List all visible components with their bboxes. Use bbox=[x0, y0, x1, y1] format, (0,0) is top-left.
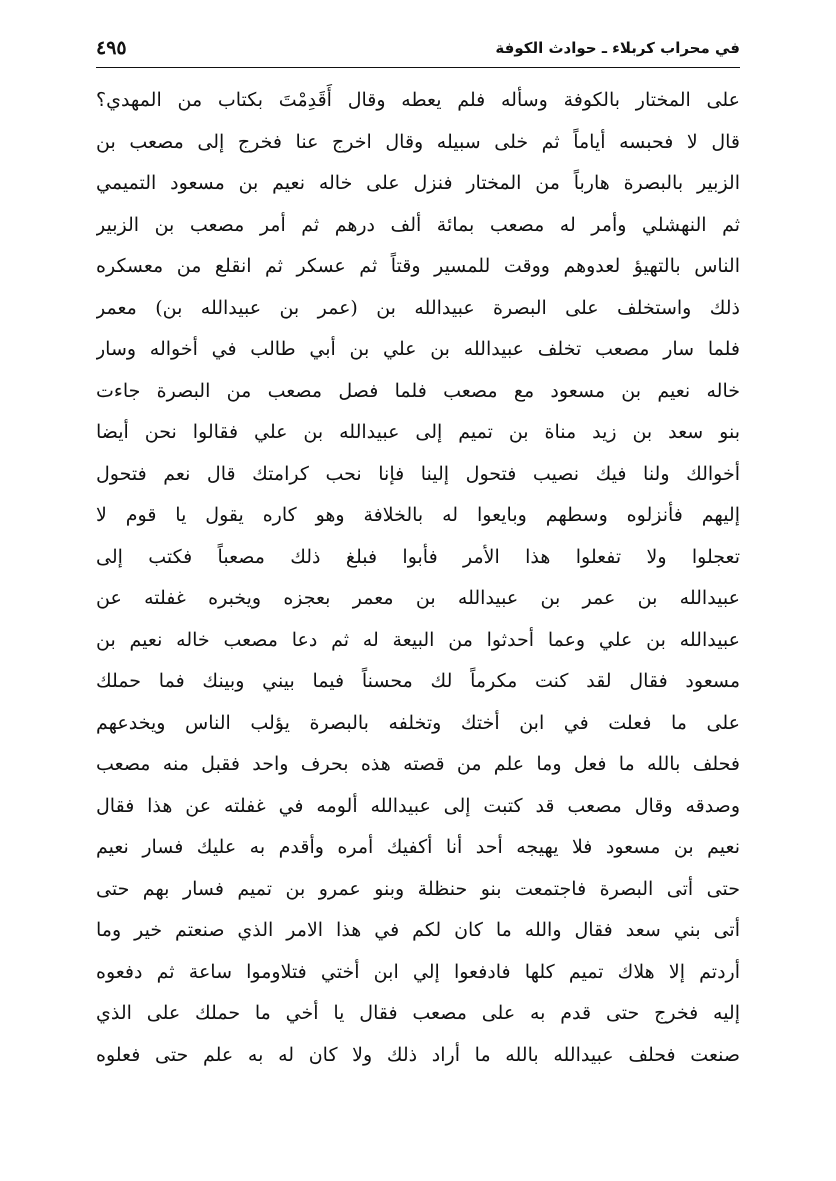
page-header bbox=[96, 34, 740, 62]
text-line: الناس بالتهيؤ لعدوهم ووقت للمسير وقتاً ثم عسكر ثم انقلع من معسكره bbox=[96, 255, 740, 277]
text-line: الزبير بالبصرة هارباً من المختار فنزل على خاله نعيم بن مسعود التميمي bbox=[96, 172, 740, 194]
text-line: فحلف بالله ما فعل وما علم من قصته هذه بحرف واحد فقبل منه مصعب bbox=[96, 753, 740, 775]
text-line: خاله نعيم بن مسعود مع مصعب فلما فصل مصعب من البصرة جاءت bbox=[96, 379, 740, 402]
text-line: وصدقه وقال مصعب قد كتبت إلى عبيدالله ألومه في غفلته عن هذا فقال bbox=[96, 794, 740, 817]
running-title: في محراب كربلاء ـ حوادث الكوفة bbox=[495, 39, 740, 57]
text-line: أردتم إلا هلاك تميم كلها فادفعوا إلي ابن أختي فتلاوموا ساعة ثم دفعوه bbox=[96, 960, 740, 983]
text-line: نعيم بن مسعود فلا يهيجه أحد أنا أكفيك أمره وأقدم به عليك فسار نعيم bbox=[96, 836, 740, 858]
text-line: أخوالك ولنا فيك نصيب فتحول إلينا فإنا نحب كرامتك قال نعم فتحول bbox=[96, 462, 740, 485]
header-rule bbox=[96, 67, 740, 68]
text-line: عبيدالله بن علي وعما أحدثوا من البيعة له ثم دعا مصعب خاله نعيم بن bbox=[96, 628, 740, 651]
text-line: ذلك واستخلف على البصرة عبيدالله بن (عمر بن عبيدالله بن) معمر bbox=[96, 296, 740, 319]
text-line: على ما فعلت في ابن أختك وتخلفه بالبصرة يؤلب الناس ويخدعهم bbox=[96, 711, 740, 734]
text-line: حتى أتى البصرة فاجتمعت بنو حنظلة وبنو عمرو بن تميم فسار بهم حتى bbox=[96, 877, 740, 900]
body-text bbox=[96, 80, 740, 1076]
page-number: ٤٩٥ bbox=[96, 37, 127, 59]
text-line: فلما سار مصعب تخلف عبيدالله بن علي بن أبي طالب في أخواله وسار bbox=[96, 338, 740, 360]
text-line: بنو سعد بن زيد مناة بن تميم إلى عبيدالله بن علي فقالوا نحن أيضا bbox=[96, 421, 740, 443]
text-line: ثم النهشلي وأمر له مصعب بمائة ألف درهم ثم أمر مصعب بن الزبير bbox=[96, 213, 740, 236]
text-line: مسعود فقال لقد كنت مكرماً لك محسناً فيما بيني وبينك فما حملك bbox=[96, 670, 740, 692]
text-line: عبيدالله بن عمر بن عبيدالله بن معمر بعجزه ويخبره غفلته عن bbox=[96, 587, 740, 609]
text-line: صنعت فحلف عبيدالله بالله ما أراد ذلك ولا كان له به علم حتى فعلوه bbox=[96, 1043, 740, 1066]
text-line: قال لا فحبسه أياماً ثم خلى سبيله وقال اخرج عنا فخرج إلى مصعب بن bbox=[96, 130, 740, 153]
text-line: على المختار بالكوفة وسأله فلم يعطه وقال أَقَدِمْتَ بكتاب من المهدي؟ bbox=[96, 89, 740, 111]
text-line: تعجلوا ولا تفعلوا هذا الأمر فأبوا فبلغ ذلك مصعباً فكتب إلى bbox=[96, 545, 740, 568]
text-line: إليه فخرج حتى قدم به على مصعب فقال يا أخي ما حملك على الذي bbox=[96, 1002, 740, 1024]
text-line: إليهم فأنزلوه وسطهم وبايعوا له بالخلافة وهو كاره يقول يا قوم لا bbox=[96, 504, 740, 526]
text-line: أتى بني سعد فقال والله ما كان لكم في هذا الامر الذي صنعتم خير وما bbox=[96, 919, 740, 941]
